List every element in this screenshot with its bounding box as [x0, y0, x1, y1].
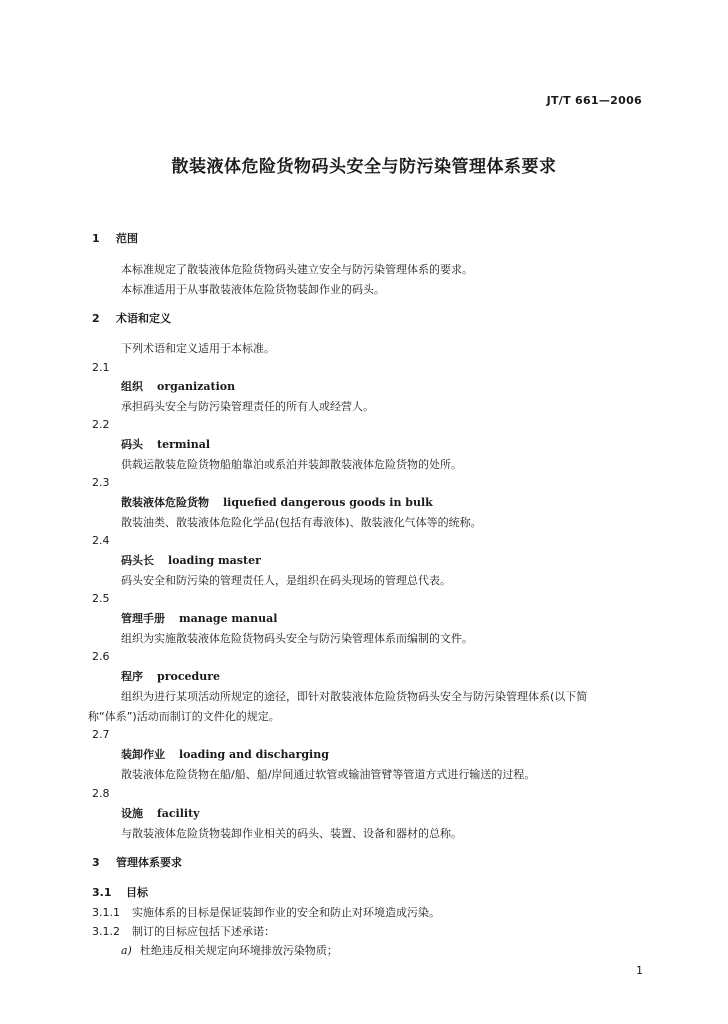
term-definition: 散装油类、散装液体危险化学品(包括有毒液体)、散装液化气体等的统称。 [121, 516, 482, 529]
list-item [121, 944, 338, 958]
term-en: loading master [168, 554, 261, 567]
term-cn: 码头长 [121, 554, 154, 567]
standard-code: JT/T 661—2006 [546, 94, 642, 107]
term-en: procedure [157, 670, 221, 683]
subsection-heading [92, 886, 148, 900]
term-definition: 组织为实施散装液体危险货物码头安全与防污染管理体系而编制的文件。 [121, 632, 473, 645]
term-definition: 供载运散装危险货物船舶靠泊或系泊并装卸散装液体危险货物的处所。 [121, 458, 462, 471]
clause-text: 制订的目标应包括下述承诺： [132, 925, 275, 938]
term-heading [121, 748, 329, 762]
term-heading [121, 670, 220, 684]
paragraph: 本标准适用于从事散装液体危险货物装卸作业的码头。 [121, 283, 385, 296]
clause [92, 906, 440, 920]
term-en: facility [157, 807, 200, 820]
clause [92, 925, 275, 939]
clause-number: 2.3 [92, 476, 110, 489]
subsection-title: 目标 [126, 886, 148, 899]
term-heading [121, 496, 433, 510]
clause-number: 2.2 [92, 418, 110, 431]
clause-number: 3.1.2 [92, 925, 120, 938]
clause-number: 2.4 [92, 534, 110, 547]
clause-number: 3.1.1 [92, 906, 120, 919]
clause-text: 实施体系的目标是保证装卸作业的安全和防止对环境造成污染。 [132, 906, 440, 919]
clause-number: 2.6 [92, 650, 110, 663]
term-definition: 与散装液体危险货物装卸作业相关的码头、装置、设备和器材的总称。 [121, 827, 462, 840]
term-cn: 设施 [121, 807, 143, 820]
term-heading [121, 380, 235, 394]
section-heading-1 [92, 232, 138, 246]
section-number: 3 [92, 856, 100, 869]
section-number: 1 [92, 232, 100, 245]
clause-number: 2.7 [92, 728, 110, 741]
section-title: 范围 [116, 232, 138, 245]
section-number: 2 [92, 312, 100, 325]
document-title: 散装液体危险货物码头安全与防污染管理体系要求 [171, 157, 557, 177]
term-en: loading and discharging [179, 748, 329, 761]
clause-number: 2.8 [92, 787, 110, 800]
term-definition: 承担码头安全与防污染管理责任的所有人或经营人。 [121, 400, 374, 413]
page-number: 1 [636, 964, 643, 977]
term-heading [121, 612, 277, 626]
clause-number: 2.1 [92, 361, 110, 374]
term-cn: 管理手册 [121, 612, 165, 625]
section-title: 管理体系要求 [116, 856, 182, 869]
section-title: 术语和定义 [116, 312, 171, 325]
term-definition: 组织为进行某项活动所规定的途径，即针对散装液体危险货物码头安全与防污染管理体系(以下简 [121, 690, 588, 703]
term-definition: 散装液体危险货物在船/船、船/岸间通过软管或输油管臂等管道方式进行输送的过程。 [121, 768, 536, 781]
term-cn: 码头 [121, 438, 143, 451]
list-label: a) [121, 944, 132, 957]
term-en: organization [157, 380, 236, 393]
term-en: liquefied dangerous goods in bulk [223, 496, 433, 509]
section-heading-2 [92, 312, 171, 326]
term-definition-continued: 称“体系”)活动而制订的文件化的规定。 [88, 710, 280, 723]
paragraph: 本标准规定了散装液体危险货物码头建立安全与防污染管理体系的要求。 [121, 263, 473, 276]
term-heading [121, 438, 210, 452]
term-cn: 组织 [121, 380, 143, 393]
list-text: 杜绝违反相关规定向环境排放污染物质； [139, 944, 338, 957]
term-en: manage manual [179, 612, 278, 625]
term-definition: 码头安全和防污染的管理责任人，是组织在码头现场的管理总代表。 [121, 574, 451, 587]
term-heading [121, 807, 200, 821]
term-cn: 散装液体危险货物 [121, 496, 209, 509]
term-en: terminal [157, 438, 210, 451]
section-heading-3 [92, 856, 182, 870]
subsection-number: 3.1 [92, 886, 112, 899]
term-cn: 装卸作业 [121, 748, 165, 761]
clause-number: 2.5 [92, 592, 110, 605]
term-cn: 程序 [121, 670, 143, 683]
paragraph: 下列术语和定义适用于本标准。 [121, 342, 275, 355]
term-heading [121, 554, 261, 568]
